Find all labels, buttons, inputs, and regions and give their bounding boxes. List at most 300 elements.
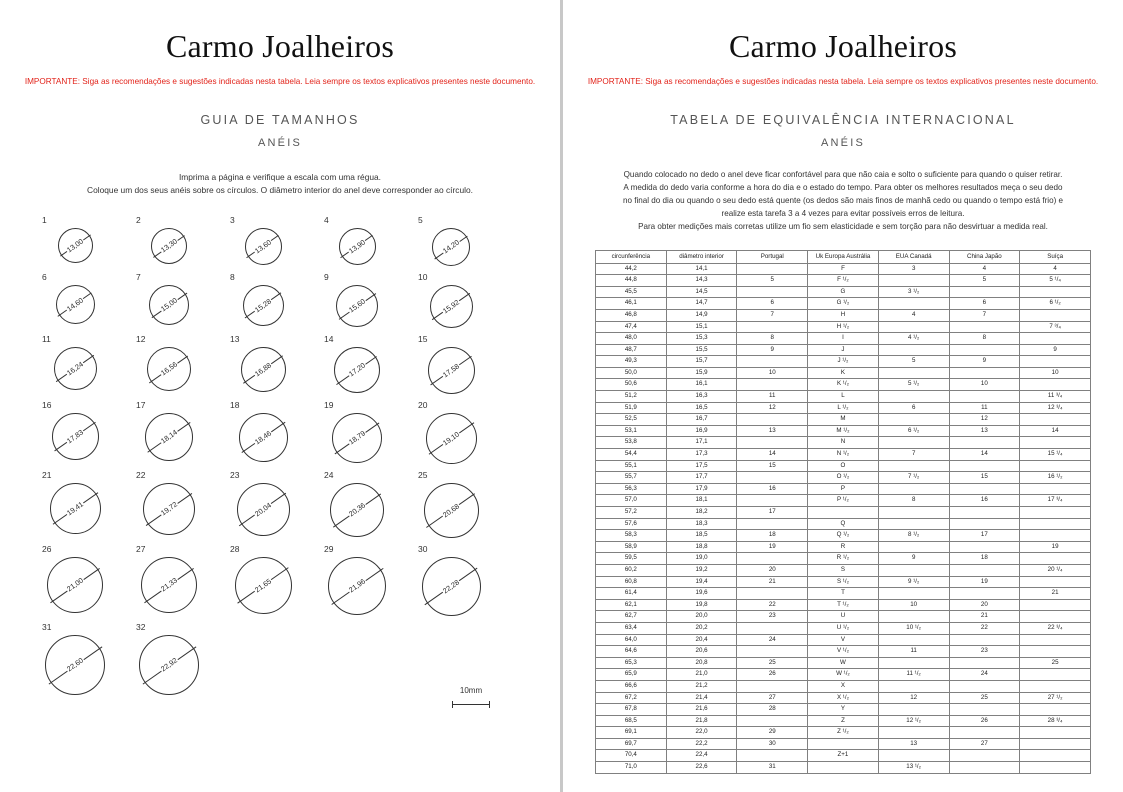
table-cell: 20,8 (666, 657, 737, 669)
table-row (596, 275, 1091, 287)
ring-circle (235, 557, 292, 614)
right-intro (563, 169, 1123, 234)
table-row (596, 391, 1091, 403)
ring-size-number: 24 (324, 469, 334, 480)
table-cell: 20,6 (666, 646, 737, 658)
ring-diameter-label: 13,00 (65, 236, 85, 255)
table-cell: 14,1 (666, 263, 737, 275)
table-column-header: diâmetro interior (666, 250, 737, 263)
table-column-header: China Japão (949, 250, 1020, 263)
ring-size-item[interactable] (310, 272, 404, 328)
table-cell: 66,6 (596, 680, 667, 692)
ring-row (28, 544, 532, 616)
table-cell: 67,2 (596, 692, 667, 704)
table-row (596, 530, 1091, 542)
table-cell: 22 ³/₄ (1020, 622, 1091, 634)
table-cell: 20 (949, 599, 1020, 611)
table-cell: 27 ¹/₂ (1020, 692, 1091, 704)
table-cell: 65,9 (596, 669, 667, 681)
ring-circle (143, 483, 195, 535)
table-cell (949, 391, 1020, 403)
ring-size-item[interactable] (216, 215, 310, 266)
ring-diameter-label: 15,92 (441, 297, 461, 316)
ring-size-item[interactable] (122, 544, 216, 616)
ring-size-item[interactable] (122, 470, 216, 538)
table-cell (949, 541, 1020, 553)
ring-size-item[interactable] (310, 215, 404, 266)
scale-label: 10mm (459, 686, 483, 695)
table-cell: 71,0 (596, 762, 667, 774)
table-cell: 15,7 (666, 356, 737, 368)
table-cell: 69,7 (596, 738, 667, 750)
table-cell (949, 564, 1020, 576)
table-cell: 19 (949, 576, 1020, 588)
table-cell: 51,9 (596, 402, 667, 414)
ring-size-item[interactable] (310, 400, 404, 464)
table-cell: 10 (737, 367, 808, 379)
table-cell: 11 ¹/₂ (878, 669, 949, 681)
ring-size-number: 21 (42, 469, 52, 480)
table-cell: 21 (949, 611, 1020, 623)
ring-size-item[interactable] (28, 400, 122, 464)
table-cell (737, 414, 808, 426)
table-cell: U ¹/₂ (808, 622, 879, 634)
table-cell: 68,5 (596, 715, 667, 727)
table-cell (949, 367, 1020, 379)
ring-size-number: 10 (418, 271, 428, 282)
table-cell: 27 (949, 738, 1020, 750)
table-cell: V ¹/₂ (808, 646, 879, 658)
ring-size-number: 30 (418, 543, 428, 554)
table-cell (1020, 576, 1091, 588)
ring-circle (54, 347, 97, 390)
table-cell: 16 (737, 483, 808, 495)
table-row (596, 414, 1091, 426)
table-cell: 69,1 (596, 727, 667, 739)
ring-size-item[interactable] (28, 334, 122, 394)
table-cell: 30 (737, 738, 808, 750)
table-cell (1020, 483, 1091, 495)
table-cell (878, 541, 949, 553)
table-cell (949, 727, 1020, 739)
table-cell: 8 (878, 495, 949, 507)
ring-circle (422, 557, 481, 616)
ring-size-grid (0, 215, 560, 695)
table-cell (878, 657, 949, 669)
equivalence-table-wrapper (595, 250, 1091, 774)
table-cell: 13 (737, 425, 808, 437)
table-cell (949, 588, 1020, 600)
table-row (596, 460, 1091, 472)
ring-size-item[interactable] (310, 470, 404, 538)
section-title-left: GUIA DE TAMANHOS (200, 112, 360, 127)
table-cell (737, 321, 808, 333)
ring-size-item[interactable] (122, 334, 216, 394)
table-cell: X (808, 680, 879, 692)
table-cell: 46,1 (596, 298, 667, 310)
table-column-header: Suíça (1020, 250, 1091, 263)
table-cell: 20,2 (666, 622, 737, 634)
table-cell (1020, 634, 1091, 646)
ring-size-item[interactable] (310, 334, 404, 394)
ring-size-number: 18 (230, 399, 240, 410)
table-cell (878, 634, 949, 646)
table-cell: 49,3 (596, 356, 667, 368)
table-cell: 31 (737, 762, 808, 774)
table-row (596, 634, 1091, 646)
table-cell: 6 (737, 298, 808, 310)
table-cell: 18 (737, 530, 808, 542)
ring-size-item[interactable] (404, 272, 498, 328)
ring-diameter-label: 14,20 (441, 238, 461, 256)
table-cell: S (808, 564, 879, 576)
table-row (596, 588, 1091, 600)
table-cell (737, 588, 808, 600)
table-cell: 22,2 (666, 738, 737, 750)
ring-circle (245, 228, 282, 265)
table-cell (878, 727, 949, 739)
table-cell: 9 (949, 356, 1020, 368)
ring-size-number: 14 (324, 333, 334, 344)
table-row (596, 646, 1091, 658)
ring-size-number: 1 (42, 214, 47, 225)
table-cell (949, 518, 1020, 530)
table-cell: 16,1 (666, 379, 737, 391)
table-cell: T (808, 588, 879, 600)
table-cell: 5 (949, 275, 1020, 287)
ring-size-item[interactable] (404, 544, 498, 616)
table-cell: 44,8 (596, 275, 667, 287)
table-cell: 19,4 (666, 576, 737, 588)
table-cell (808, 738, 879, 750)
table-cell: Z (808, 715, 879, 727)
table-cell (949, 507, 1020, 519)
table-cell: 62,1 (596, 599, 667, 611)
ring-diameter-label: 13,90 (347, 237, 367, 256)
ring-size-item[interactable] (122, 272, 216, 328)
table-cell: 15 (949, 472, 1020, 484)
table-cell (878, 460, 949, 472)
table-cell: 45,5 (596, 286, 667, 298)
table-cell (878, 588, 949, 600)
ring-size-number: 25 (418, 469, 428, 480)
ring-diameter-label: 19,10 (441, 429, 461, 448)
table-cell: T ¹/₂ (808, 599, 879, 611)
ring-size-item[interactable] (122, 215, 216, 266)
table-cell: 20,4 (666, 634, 737, 646)
table-row (596, 622, 1091, 634)
table-cell (878, 367, 949, 379)
ring-size-number: 29 (324, 543, 334, 554)
table-cell: 10 (878, 599, 949, 611)
table-cell: 12 (878, 692, 949, 704)
table-cell: 9 (1020, 344, 1091, 356)
ring-size-number: 9 (324, 271, 329, 282)
table-cell: 15,3 (666, 333, 737, 345)
table-cell (1020, 680, 1091, 692)
table-cell: 61,4 (596, 588, 667, 600)
table-row (596, 483, 1091, 495)
table-row (596, 309, 1091, 321)
table-cell: 11 (737, 391, 808, 403)
table-row (596, 669, 1091, 681)
ring-size-item[interactable] (216, 400, 310, 464)
table-cell (878, 414, 949, 426)
table-cell (737, 622, 808, 634)
table-column-header: Uk Europa Austrália (808, 250, 879, 263)
ring-diameter-label: 21,96 (347, 577, 367, 595)
ring-circle (424, 483, 479, 538)
table-cell: 22,6 (666, 762, 737, 774)
table-cell (1020, 437, 1091, 449)
ring-diameter-label: 20,68 (441, 501, 461, 520)
ring-size-item[interactable] (28, 215, 122, 266)
table-cell: P (808, 483, 879, 495)
table-cell: L ¹/₂ (808, 402, 879, 414)
table-cell: 9 (878, 553, 949, 565)
table-cell: 25 (737, 657, 808, 669)
table-cell: 5 ¹/₂ (878, 379, 949, 391)
table-cell: 21,4 (666, 692, 737, 704)
table-cell: 19,8 (666, 599, 737, 611)
table-cell: 65,3 (596, 657, 667, 669)
ring-row (28, 622, 532, 695)
table-cell: 21 (1020, 588, 1091, 600)
scale-reference (452, 686, 490, 708)
ring-size-item[interactable] (28, 622, 122, 695)
ring-size-item[interactable] (404, 470, 498, 538)
table-row (596, 611, 1091, 623)
page-right (563, 0, 1123, 792)
ring-row (28, 334, 532, 394)
ring-circle (428, 347, 475, 394)
ring-diameter-label: 21,33 (159, 576, 179, 594)
table-cell: 60,2 (596, 564, 667, 576)
table-cell: 16,5 (666, 402, 737, 414)
table-cell (737, 646, 808, 658)
ring-size-item[interactable] (28, 544, 122, 616)
right-intro-line-4: realize esta tarefa 3 a 4 vezes para evitar possíveis erros de leitura. (721, 208, 965, 218)
ring-diameter-label: 15,28 (253, 296, 273, 315)
table-cell: F ¹/₂ (808, 275, 879, 287)
table-cell: 58,9 (596, 541, 667, 553)
ring-circle (50, 483, 101, 534)
section-title-right: TABELA DE EQUIVALÊNCIA INTERNACIONAL (670, 112, 1016, 127)
table-cell (878, 437, 949, 449)
table-cell: 14,9 (666, 309, 737, 321)
ring-diameter-label: 14,60 (65, 295, 85, 314)
table-cell: 19 (1020, 541, 1091, 553)
table-cell: 52,5 (596, 414, 667, 426)
ring-row (28, 215, 532, 266)
ring-diameter-label: 18,14 (159, 428, 179, 446)
table-cell (949, 321, 1020, 333)
table-cell (737, 356, 808, 368)
table-row (596, 715, 1091, 727)
ring-diameter-label: 16,56 (159, 360, 179, 378)
table-cell (878, 321, 949, 333)
ring-size-item[interactable] (28, 272, 122, 328)
table-cell: M ¹/₂ (808, 425, 879, 437)
ring-size-item[interactable] (28, 470, 122, 538)
table-row (596, 657, 1091, 669)
ring-size-item[interactable] (404, 334, 498, 394)
table-cell: I (808, 333, 879, 345)
table-cell: 13 (949, 425, 1020, 437)
table-cell: W (808, 657, 879, 669)
table-body (596, 263, 1091, 773)
table-cell: 62,7 (596, 611, 667, 623)
table-cell: 7 (949, 309, 1020, 321)
ring-size-number: 4 (324, 214, 329, 225)
table-cell: 15,9 (666, 367, 737, 379)
ring-size-item[interactable] (122, 622, 216, 695)
table-cell: 5 (878, 356, 949, 368)
ring-circle (149, 285, 189, 325)
ring-size-item[interactable] (310, 544, 404, 616)
table-cell: 19,6 (666, 588, 737, 600)
ring-diameter-label: 19,41 (65, 499, 85, 518)
table-cell: 53,8 (596, 437, 667, 449)
table-cell: 14,5 (666, 286, 737, 298)
table-cell: 5 (737, 275, 808, 287)
table-cell: 18,5 (666, 530, 737, 542)
ring-size-item[interactable] (404, 400, 498, 464)
table-cell: 5 ¹/₄ (1020, 275, 1091, 287)
ring-circle (432, 228, 470, 266)
ring-size-number: 17 (136, 399, 146, 410)
table-cell: 4 ¹/₂ (878, 333, 949, 345)
table-column-header: EUA Canadá (878, 250, 949, 263)
table-row (596, 518, 1091, 530)
table-cell: 12 (737, 402, 808, 414)
table-cell: 29 (737, 727, 808, 739)
table-cell: 7 ³/₄ (1020, 321, 1091, 333)
table-cell: 14 (737, 449, 808, 461)
ring-circle (52, 413, 99, 460)
table-cell: N ¹/₂ (808, 449, 879, 461)
ring-row (28, 272, 532, 328)
ring-size-item[interactable] (216, 470, 310, 538)
table-cell: 7 (737, 309, 808, 321)
ring-size-number: 26 (42, 543, 52, 554)
table-cell: 48,0 (596, 333, 667, 345)
ring-size-number: 19 (324, 399, 334, 410)
table-row (596, 356, 1091, 368)
table-cell: 9 ¹/₂ (878, 576, 949, 588)
ring-circle (430, 285, 473, 328)
ring-diameter-label: 17,20 (347, 361, 367, 379)
table-cell (878, 391, 949, 403)
table-cell: 55,7 (596, 472, 667, 484)
ring-size-number: 28 (230, 543, 240, 554)
table-row (596, 437, 1091, 449)
table-cell: 4 (878, 309, 949, 321)
table-cell (949, 286, 1020, 298)
ring-size-number: 7 (136, 271, 141, 282)
table-cell: 28 (737, 704, 808, 716)
table-cell (949, 437, 1020, 449)
ring-size-number: 27 (136, 543, 146, 554)
ring-size-number: 15 (418, 333, 428, 344)
ring-circle (336, 285, 378, 327)
table-cell (949, 483, 1020, 495)
ring-row (28, 400, 532, 464)
ring-size-number: 22 (136, 469, 146, 480)
brand-title-right: Carmo Joalheiros (728, 28, 958, 64)
table-row (596, 286, 1091, 298)
ring-size-item[interactable] (216, 272, 310, 328)
ring-diameter-label: 15,60 (347, 297, 367, 315)
ring-circle (139, 635, 199, 695)
table-row (596, 762, 1091, 774)
table-cell: 48,7 (596, 344, 667, 356)
table-cell: Y (808, 704, 879, 716)
table-cell: R ¹/₂ (808, 553, 879, 565)
table-cell (1020, 669, 1091, 681)
table-cell: 17,9 (666, 483, 737, 495)
table-cell (737, 472, 808, 484)
scale-bar (452, 701, 490, 708)
ring-diameter-label: 18,79 (347, 429, 367, 447)
table-cell: 22,4 (666, 750, 737, 762)
left-intro (0, 171, 560, 197)
table-cell: 17 (949, 530, 1020, 542)
table-cell: 16 ¹/₂ (1020, 472, 1091, 484)
table-cell: 44,2 (596, 263, 667, 275)
ring-size-item[interactable] (404, 215, 498, 266)
table-cell (1020, 646, 1091, 658)
table-cell: 21,0 (666, 669, 737, 681)
table-cell (949, 344, 1020, 356)
table-cell: 55,1 (596, 460, 667, 472)
table-cell: 21 (737, 576, 808, 588)
table-row (596, 449, 1091, 461)
table-row (596, 564, 1091, 576)
table-cell: W ¹/₂ (808, 669, 879, 681)
left-intro-line-1: Imprima a página e verifique a escala com uma régua. (178, 171, 382, 182)
table-row (596, 576, 1091, 588)
table-cell: H (808, 309, 879, 321)
right-intro-line-2: A medida do dedo varia conforme a hora do dia e o estado do tempo. Para obter os melhores resultados meça o seu dedo (623, 182, 1063, 192)
table-cell: 8 (737, 333, 808, 345)
table-row (596, 692, 1091, 704)
ring-diameter-label: 17,83 (65, 427, 85, 446)
table-cell: M (808, 414, 879, 426)
table-cell: 50,0 (596, 367, 667, 379)
ring-circle (47, 557, 103, 613)
table-cell: 60,8 (596, 576, 667, 588)
table-cell: 57,2 (596, 507, 667, 519)
table-cell (1020, 518, 1091, 530)
table-cell: F (808, 263, 879, 275)
ring-size-item[interactable] (216, 334, 310, 394)
ring-diameter-label: 20,04 (253, 500, 273, 519)
table-cell: 9 (737, 344, 808, 356)
ring-size-item[interactable] (216, 544, 310, 616)
right-intro-line-5: Para obter medições mais corretas utilize um fio sem elasticidade e sem torção para não desvirtuar a medida real. (638, 221, 1048, 231)
table-cell: S ¹/₂ (808, 576, 879, 588)
table-cell: 22 (949, 622, 1020, 634)
ring-size-item[interactable] (122, 400, 216, 464)
table-cell: 10 (1020, 367, 1091, 379)
table-cell: G (808, 286, 879, 298)
table-cell (737, 553, 808, 565)
table-cell: 64,6 (596, 646, 667, 658)
ring-diameter-label: 15,00 (159, 296, 179, 314)
table-cell: 25 (949, 692, 1020, 704)
table-cell (1020, 738, 1091, 750)
